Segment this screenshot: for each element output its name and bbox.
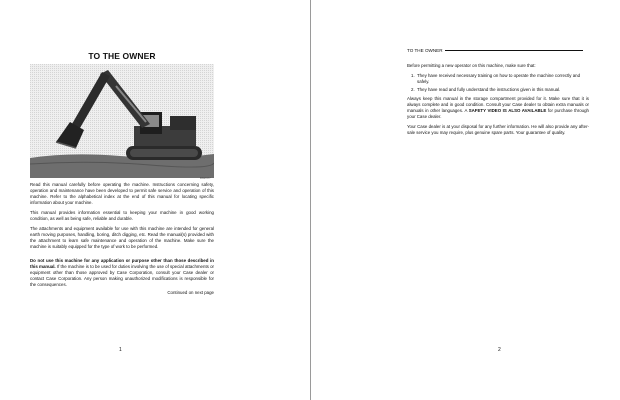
image-code: BS97077 [200, 177, 211, 180]
list-item-text: They have received necessary training on how to operate the machine correctly and safely. [417, 73, 581, 84]
list-item [407, 73, 589, 85]
warning-paragraph [30, 258, 214, 288]
intro-paragraph: Read this manual carefully before operating the machine. Instructions concerning safety, operation and maintenance have been developed to permit safe service and operation of this machine. Refer to the alphabetical index at the end of this manual for locating specific information about your machine. [30, 182, 214, 205]
keep-manual-paragraph [407, 96, 589, 120]
page-number: 2 [498, 347, 501, 353]
info-paragraph: This manual provides information essential to keeping your machine in good working condition, as well as being safe, reliable and durable. [30, 210, 214, 221]
excavator-photo [30, 64, 214, 178]
page-number: 1 [119, 347, 122, 353]
attachments-paragraph: The attachments and equipment available for use with this machine are intended for general earth moving purposes, handling, boring, ditch digging, etc. Read the manual(s) provided with the attachment to learn safe maintenance and operation of the machine. Make sure the machine is suitably equipped for the type of work to be performed. [30, 226, 214, 249]
intro-paragraph: Before permitting a new operator on this machine, make sure that: [407, 63, 536, 68]
warning-text: If the machine is to be used for duties involving the use of special attachments or equipment other than those approved by Case Corporation, consult your Case dealer or contact Case Corporation. Any person making unauthorized modifications is responsible for the consequences. [30, 263, 214, 287]
list-item [407, 87, 589, 93]
safety-video-text: SAFETY VIDEO IS ALSO AVAILABLE [468, 107, 547, 113]
keep-manual-end: for purchase through your Case dealer. [407, 107, 589, 119]
excavator-illustration [30, 64, 214, 178]
continued-note: Continued on next page [167, 290, 214, 295]
list-item-number: 1. [411, 73, 415, 78]
list-item-text: They have read and fully understand the instructions given in this manual. [417, 87, 561, 92]
dealer-paragraph: Your Case dealer is at your disposal for any further information. He will also provide any after-sale service you may require, plus genuine spare parts. Your guarantee of quality. [407, 124, 589, 135]
running-header [407, 48, 587, 53]
warning-bold-text: Do not use this machine for any application or purpose other than those described in this manual. [30, 258, 214, 269]
running-header-text: TO THE OWNER [407, 48, 443, 53]
right-page [311, 0, 620, 400]
keep-manual-text: Always keep this manual in the storage compartment provided for it. Make sure that it is always complete and in good condition. Consult your Case dealer to obtain extra manuals or manuals in other languages. A [407, 96, 589, 113]
list-item-number: 2. [411, 87, 415, 92]
page-title: TO THE OWNER [88, 51, 156, 61]
header-rule [445, 50, 583, 51]
